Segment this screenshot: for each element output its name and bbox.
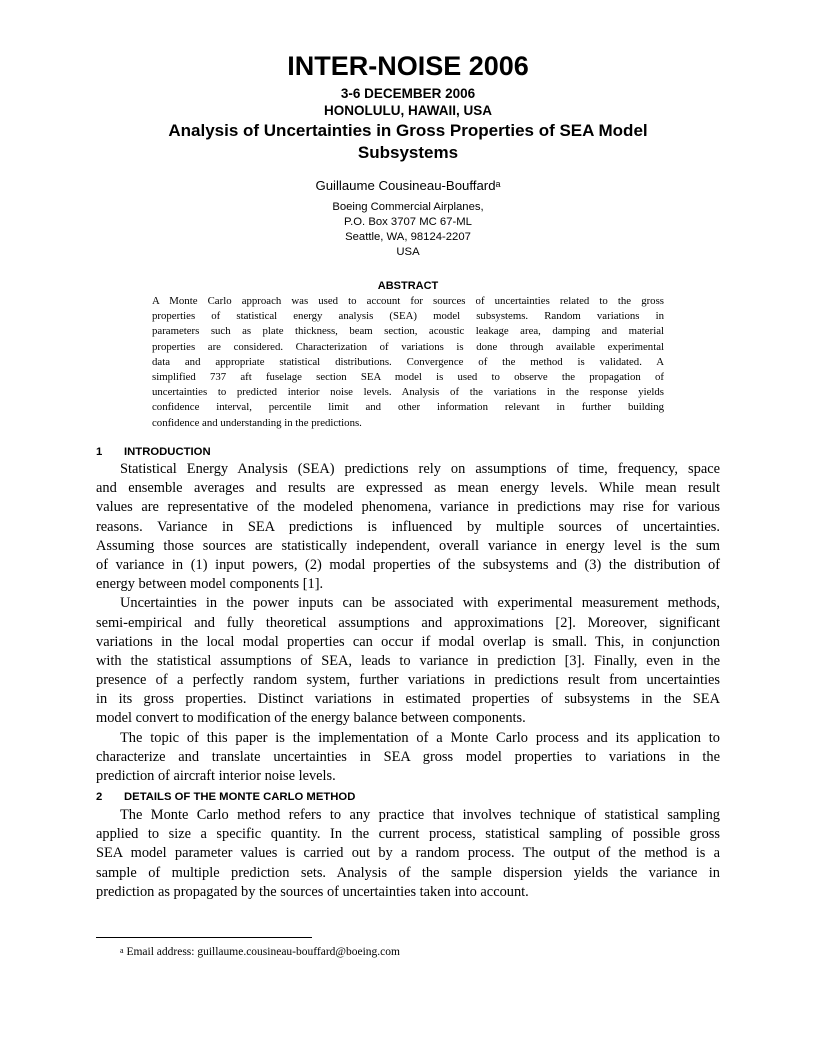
abstract-line: uncertainties to predicted interior noise levels. Analysis of the variations in the response yields [152,386,664,399]
body-line: Statistical Energy Analysis (SEA) predictions rely on assumptions of time, frequency, space [120,461,720,477]
conference-location: HONOLULU, HAWAII, USA [324,103,492,118]
affiliation-line: Boeing Commercial Airplanes, [332,201,484,213]
paper-title-line: Analysis of Uncertainties in Gross Properties of SEA Model [168,121,648,140]
section-number: 2 [96,791,103,803]
body-line: Uncertainties in the power inputs can be associated with experimental measurement methods, [120,595,720,612]
abstract-line: properties are considered. Characterization of variations is done through available experimental [152,340,664,353]
conference-title: INTER-NOISE 2006 [287,51,529,81]
section-title: INTRODUCTION [124,446,211,458]
paper-title [120,120,696,164]
footnote [120,945,720,960]
body-line: with the statistical assumptions of SEA, leads to variance in prediction [3]. Finally, even in the [96,652,720,669]
footnote-email[interactable]: Email address: guillaume.cousineau-bouffard@boeing.com [126,946,400,958]
conference-dates: 3-6 DECEMBER 2006 [340,86,476,101]
body-line: The Monte Carlo method refers to any practice that involves technique of statistical sampling [120,807,720,823]
affiliation-line: Seattle, WA, 98124-2207 [345,231,471,243]
abstract-line: properties of statistical energy analysis (SEA) model subsystems. Random variations in [152,310,664,323]
body-line: presence of a perfectly random system, further variations in predictions result from uncertainties [96,672,720,689]
affiliation-block [0,200,816,260]
abstract-line: parameters such as plate thickness, beam section, acoustic leakage area, damping and material [152,325,664,338]
affiliation-line: USA [396,246,420,258]
author-line [0,177,816,195]
body-line: model convert to modification of the energy balance between components. [96,710,526,727]
body-line: values are representative of the modeled phenomena, variance in predictions may rise for various [96,499,720,516]
affiliation-line: P.O. Box 3707 MC 67-ML [344,216,472,228]
paper-title-line: Subsystems [357,143,459,162]
abstract-line: confidence interval, percentile limit and other information relevant in further building [152,401,664,414]
body-line: Assuming those sources are statistically independent, overall variance in energy level is the sum [96,537,720,554]
body-line: The topic of this paper is the implementation of a Monte Carlo process and its application to [120,729,720,746]
section-heading-introduction [96,445,726,459]
introduction-body [96,460,720,786]
body-line: reasons. Variance in SEA predictions is influenced by multiple sources of uncertainties. [96,518,720,535]
body-line: sample of multiple prediction sets. Analysis of the sample dispersion yields the variance in [96,864,720,881]
section-title: DETAILS OF THE MONTE CARLO METHOD [124,791,356,803]
abstract-body [152,294,664,431]
abstract-line: simplified 737 aft fuselage section SEA model is used to observe the propagation of [152,370,664,383]
footnote-mark: a [120,946,124,955]
author-name: Guillaume Cousineau-Bouffard [315,178,496,193]
body-line: prediction as propagated by the sources of uncertainties taken into account. [96,883,529,900]
body-line: of variance in (1) input powers, (2) modal properties of the subsystems and (3) the distribution of [96,556,720,573]
monte-carlo-body [96,806,720,902]
abstract-line: confidence and understanding in the predictions. [152,416,362,429]
abstract-heading: ABSTRACT [377,280,439,292]
body-line: in its gross properties. Distinct variations in estimated properties of subsystems in the SEA [96,691,720,708]
body-line: and ensemble averages and results are expressed as mean energy levels. While mean result [96,480,720,497]
footnote-divider [96,937,312,938]
body-line: applied to size a specific quantity. In the current process, statistical sampling of possible gross [96,826,720,843]
body-line: prediction of aircraft interior noise levels. [96,768,336,784]
body-line: variations in the local modal properties can occur if modal overlap is small. This, in conjunction [96,633,720,650]
body-line: characterize and translate uncertainties in SEA gross model properties to variations in the [96,748,720,765]
author-footnote-mark: a [495,179,501,189]
abstract-line: data and appropriate statistical distributions. Convergence of the method is validated. A [152,355,664,368]
body-line: SEA model parameter values is carried out by a random process. The output of the method is a [96,845,720,862]
body-line: semi-empirical and fully theoretical assumptions and approximations [2]. Moreover, significant [96,614,720,631]
abstract-line: A Monte Carlo approach was used to account for sources of uncertainties related to the gross [152,295,664,307]
section-number: 1 [96,446,103,458]
body-line: energy between model components [1]. [96,576,324,593]
section-heading-monte-carlo [96,790,726,804]
